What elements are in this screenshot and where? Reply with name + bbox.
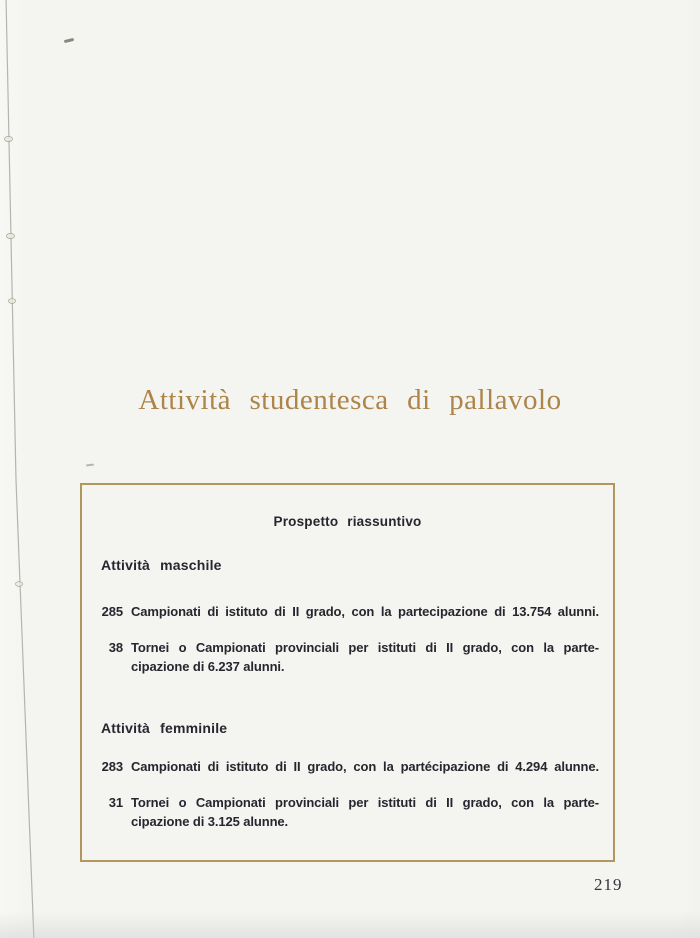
- binding-thread-graphic: [0, 0, 60, 938]
- stat-number: 283: [101, 759, 123, 774]
- section-heading-femminile: Attività femminile: [101, 720, 228, 736]
- stat-item: [82, 757, 613, 776]
- stitch-mark: [7, 233, 15, 238]
- stat-number: 38: [108, 640, 123, 655]
- summary-box: [80, 483, 615, 862]
- stitch-mark: [8, 299, 15, 304]
- page-title: Attività studentesca di pallavolo: [138, 384, 562, 417]
- summary-box-heading: Prospetto riassuntivo: [273, 514, 422, 529]
- stat-text: [131, 602, 599, 621]
- stat-line: Tornei o Campionati provinciali per istituti di II grado, con la parte-: [131, 795, 599, 810]
- stitch-mark: [15, 582, 22, 587]
- scan-edge-shadow: [0, 912, 700, 938]
- pen-mark: [64, 38, 74, 43]
- stat-line: Campionati di istituto di II grado, con la partécipazione di 4.294 alunne.: [131, 759, 599, 774]
- stat-item: [82, 602, 613, 621]
- section-heading-maschile: Attività maschile: [101, 557, 222, 573]
- stat-line: Campionati di istituto di II grado, con la partecipazione di 13.754 alunni.: [131, 604, 599, 619]
- stat-text: [131, 638, 599, 676]
- stat-item: [82, 638, 613, 676]
- stat-text: [131, 757, 599, 776]
- stat-item: [82, 793, 613, 831]
- page-number: 219: [594, 875, 623, 894]
- stitch-mark: [5, 136, 13, 141]
- pencil-dash-mark: [86, 463, 94, 466]
- stat-number: 285: [101, 604, 123, 619]
- stat-number: 31: [108, 795, 123, 810]
- stat-line: cipazione di 6.237 alunni.: [131, 659, 285, 674]
- stat-line: Tornei o Campionati provinciali per istituti di II grado, con la parte-: [131, 640, 599, 655]
- stat-line: cipazione di 3.125 alunne.: [131, 814, 289, 829]
- stat-text: [131, 793, 599, 831]
